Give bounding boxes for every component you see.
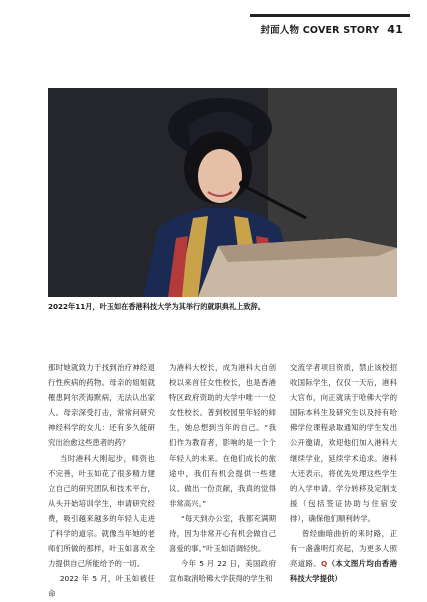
paragraph: 为港科大校长，成为港科大自创校以来首任女性校长，也是香港特区政府资助的大学中唯一一位女性校长。普到校园里年轻的师生，她总想到当年的自己。“我们作为教育者，影响的是一个个年轻人的未来。在他们成长的旅途中，我们有机会提供一些建议、做出一份贡献，我真的觉得非常高兴。”: [169, 363, 276, 508]
paragraph: 当时港科大刚起步，师资也不完善，叶玉如花了很多精力建立自己的研究团队和技术平台，从头开始培训学生，申请研究经费，吸引越来越多的年轻人走进了科学的道宗。就像当年她的老师们所做的那样，叶玉如喜欢全力提供自己所能给予的一切。: [48, 453, 155, 569]
paragraph-text: 曾经幽暗曲折的来时路，正有一盏盏明灯亮起，为更多人照亮道路。: [290, 529, 397, 569]
article-column-1: [48, 360, 155, 599]
page-number: 41: [387, 23, 403, 36]
paragraph: “每天到办公室，我都充满期待，因为非常开心有机会做自己喜爱的事。”叶玉如语调轻快。: [169, 513, 276, 554]
header-rule: [250, 14, 410, 17]
speech-photo: [48, 88, 397, 297]
article-column-3: [290, 360, 397, 584]
paragraph: 2022 年 5 月，叶玉如被任命: [48, 574, 155, 599]
paragraph: 交流学者项目资质，禁止该校招收国际学生，仅仅一天后，港科大官布，向正就读于哈佛大学的国际本科生及研究生以及持有哈佛学位课程录取通知的学生发出公开邀请，欢迎他们加入港科大继续学业，延续学术追求。港科大还表示，将优先处理这些学生的入学申请、学分转移及定制支援（包括签证协助与住宿安排），确保他们顺利转学。: [290, 363, 397, 523]
speaker-illustration: [48, 88, 397, 297]
paragraph: 今年 5 月 22 日，美国政府宣布取消哈佛大学获得的学生和: [169, 559, 276, 584]
paragraph: 那时她就致力于找到治疗神经退行性疾病的药物。母亲的姐姐就罹患阿尔茨海默病，无法认出家人。母亲深受打击，常常问研究神经科学的女儿：还有多久能研究出治愈这些患者的药？: [48, 363, 155, 448]
end-mark: Q: [320, 559, 328, 569]
article-body: [48, 360, 397, 599]
photo-credit: （本文图片均由香港科技大学提供）: [290, 559, 397, 584]
section-title: 封面人物 COVER STORY: [260, 25, 380, 36]
running-header: [260, 22, 403, 36]
article-column-2: [169, 360, 276, 584]
photo-caption: 2022年11月，叶玉如在香港科技大学为其举行的就职典礼上致辞。: [48, 302, 265, 311]
paragraph: [290, 526, 397, 586]
